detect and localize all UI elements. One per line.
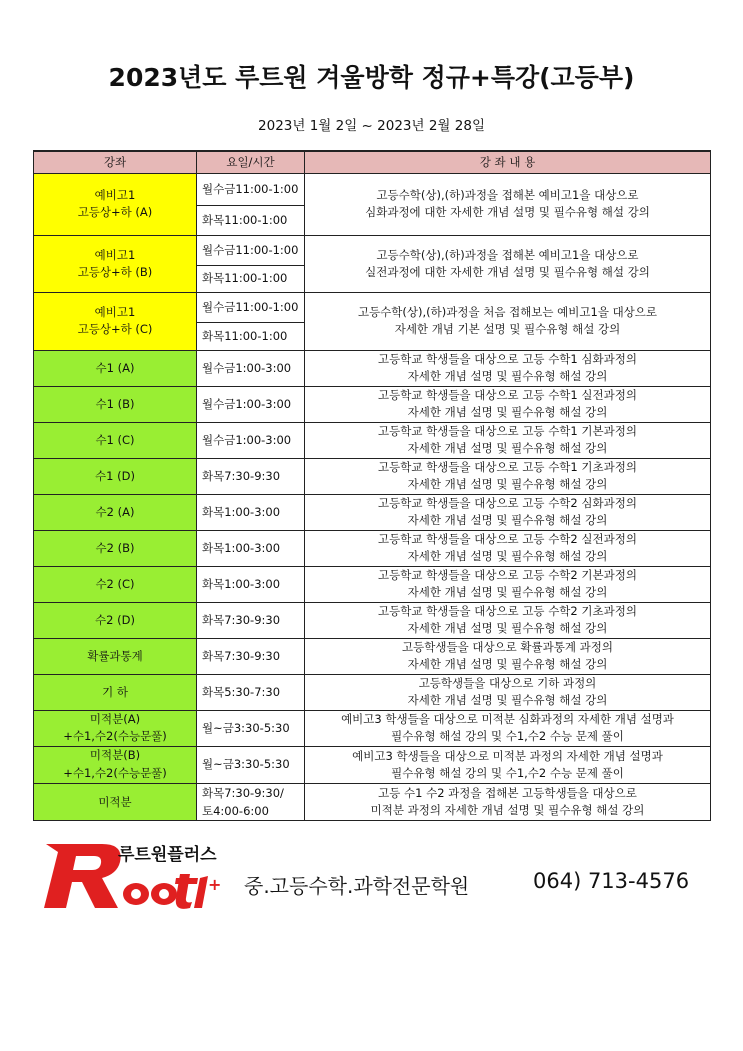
course-name-line: +수1,수2(수능문풀): [63, 729, 167, 743]
course-name-line: 고등상+하 (C): [77, 322, 153, 336]
time-cell: [197, 783, 305, 821]
course-cell: [34, 674, 197, 710]
description-cell: [305, 566, 711, 602]
description-line: 자세한 개념 설명 및 필수유형 해설 강의: [407, 657, 608, 671]
course-name-line: 예비고1: [94, 247, 136, 262]
header-content: 강 좌 내 용: [305, 151, 711, 173]
course-cell: [34, 638, 197, 674]
page-title: 2023년도 루트원 겨울방학 정규+특강(고등부): [108, 63, 635, 92]
description-cell: [305, 494, 711, 530]
description-line: 자세한 개념 설명 및 필수유형 해설 강의: [407, 549, 608, 563]
time-cell: [197, 638, 305, 674]
description-cell: [305, 783, 711, 821]
description-cell: [305, 350, 711, 386]
time-cell: [197, 422, 305, 458]
description-line: 고등학교 학생들을 대상으로 고등 수학2 기본과정의: [378, 568, 637, 583]
description-line: 자세한 개념 설명 및 필수유형 해설 강의: [407, 405, 608, 419]
course-name-line: 고등상+하 (B): [77, 264, 153, 279]
table-row: [34, 746, 711, 783]
description-line: 고등학교 학생들을 대상으로 고등 수학1 실전과정의: [378, 388, 637, 403]
description-line: 자세한 개념 설명 및 필수유형 해설 강의: [407, 441, 608, 455]
description-line: 고등학교 학생들을 대상으로 고등 수학2 심화과정의: [378, 496, 637, 511]
course-cell: [34, 386, 197, 422]
table-row: [34, 458, 711, 494]
time-line: 월수금1:00-3:00: [202, 396, 292, 411]
table-row: [34, 422, 711, 458]
course-cell: [34, 783, 197, 821]
course-cell: [34, 350, 197, 386]
course-cell: [34, 458, 197, 494]
footer: [40, 838, 710, 918]
period-text: 2023년 1월 2일 ~ 2023년 2월 28일: [258, 118, 485, 134]
course-name-line: 고등상+하 (A): [77, 205, 153, 219]
time-line: 월~금3:30-5:30: [202, 720, 290, 735]
table-row: [34, 292, 711, 322]
course-name-line: 수1 (C): [95, 432, 135, 447]
schedule-table: [33, 150, 711, 821]
course-cell: [34, 292, 197, 350]
time-line: 토4:00-6:00: [202, 803, 269, 818]
course-name-line: 예비고1: [94, 305, 136, 320]
description-line: 실전과정에 대한 자세한 개념 설명 및 필수유형 해설 강의: [365, 264, 650, 279]
logo-text: 루트원플러스: [118, 845, 217, 865]
time-cell: [197, 386, 305, 422]
time-cell: [197, 530, 305, 566]
time-line: 화목1:00-3:00: [202, 540, 281, 555]
course-name-line: 수1 (D): [95, 468, 135, 483]
time-cell: [197, 602, 305, 638]
course-name-line: 기 하: [102, 684, 128, 699]
description-line: 고등학생들을 대상으로 확률과통계 과정의: [402, 640, 613, 655]
description-cell: [305, 674, 711, 710]
description-line: 자세한 개념 설명 및 필수유형 해설 강의: [407, 585, 608, 599]
course-name-line: 수2 (D): [95, 612, 135, 627]
description-line: 미적분 과정의 자세한 개념 설명 및 필수유형 해설 강의: [370, 802, 645, 817]
course-cell: [34, 494, 197, 530]
table-row: [34, 235, 711, 265]
header-time: 요일/시간: [197, 151, 305, 173]
table-row: [34, 530, 711, 566]
table-row: [34, 710, 711, 746]
description-cell: [305, 292, 711, 350]
course-name-line: 미적분(A): [89, 711, 141, 726]
description-line: 고등학교 학생들을 대상으로 고등 수학1 기본과정의: [378, 424, 637, 439]
description-line: 필수유형 해설 강의 및 수1,수2 수능 문제 풀이: [391, 729, 624, 743]
svg-text:+: +: [208, 875, 222, 894]
table-row: [34, 566, 711, 602]
description-cell: [305, 638, 711, 674]
course-cell: [34, 422, 197, 458]
time-line: 월~금3:30-5:30: [202, 757, 290, 772]
course-name-line: 수2 (A): [95, 504, 135, 519]
course-cell: [34, 566, 197, 602]
time-cell: 월수금11:00-1:00: [197, 292, 305, 322]
course-name-line: 수1 (B): [95, 396, 135, 411]
time-cell: 화목11:00-1:00: [197, 265, 305, 292]
time-cell: 월수금11:00-1:00: [197, 235, 305, 265]
time-line: 화목7:30-9:30: [202, 648, 281, 663]
time-line: 월수금1:00-3:00: [202, 360, 292, 375]
time-cell: 화목11:00-1:00: [197, 322, 305, 350]
time-line: 월수금1:00-3:00: [202, 432, 292, 447]
time-cell: [197, 746, 305, 783]
course-cell: [34, 746, 197, 783]
course-cell: [34, 235, 197, 292]
table-row: [34, 783, 711, 821]
course-name-line: +수1,수2(수능문풀): [63, 765, 167, 780]
time-line: 화목7:30-9:30: [202, 612, 281, 627]
description-cell: [305, 746, 711, 783]
description-line: 고등학교 학생들을 대상으로 고등 수학2 실전과정의: [378, 532, 637, 547]
table-row: [34, 350, 711, 386]
time-cell: [197, 458, 305, 494]
time-cell: [197, 710, 305, 746]
description-line: 자세한 개념 설명 및 필수유형 해설 강의: [407, 477, 608, 491]
time-cell: [197, 350, 305, 386]
course-name-line: 미적분: [98, 794, 132, 809]
time-line: 화목5:30-7:30: [202, 684, 281, 699]
time-line: 화목1:00-3:00: [202, 504, 281, 519]
table-row: [34, 602, 711, 638]
description-line: 자세한 개념 설명 및 필수유형 해설 강의: [407, 693, 608, 707]
course-name-line: 수1 (A): [95, 360, 135, 375]
description-line: 자세한 개념 설명 및 필수유형 해설 강의: [407, 621, 608, 635]
description-line: 고등학교 학생들을 대상으로 고등 수학1 심화과정의: [378, 352, 637, 367]
course-cell: [34, 530, 197, 566]
description-line: 고등학교 학생들을 대상으로 고등 수학1 기초과정의: [378, 460, 637, 475]
table-row: [34, 674, 711, 710]
table-row: [34, 638, 711, 674]
description-line: 고등수학(상),(하)과정을 접해본 예비고1을 대상으로: [376, 247, 639, 262]
time-cell: [197, 566, 305, 602]
table-header-row: [34, 151, 711, 173]
academy-name: 중.고등수학.과학전문학원: [244, 874, 470, 898]
table-row: [34, 386, 711, 422]
description-line: 자세한 개념 설명 및 필수유형 해설 강의: [407, 513, 608, 527]
description-cell: [305, 602, 711, 638]
course-name-line: 미적분(B): [89, 748, 141, 763]
description-line: 고등학생들을 대상으로 기하 과정의: [418, 676, 597, 691]
description-cell: [305, 422, 711, 458]
description-line: 고등수학(상),(하)과정을 접해본 예비고1을 대상으로: [376, 188, 639, 203]
course-cell: [34, 173, 197, 235]
time-line: 화목1:00-3:00: [202, 576, 281, 591]
course-name-line: 예비고1: [94, 188, 136, 203]
table-row: [34, 173, 711, 205]
time-cell: 화목11:00-1:00: [197, 205, 305, 235]
description-cell: [305, 458, 711, 494]
time-cell: [197, 674, 305, 710]
time-cell: 월수금11:00-1:00: [197, 173, 305, 205]
description-line: 고등 수1 수2 과정을 접해본 고등학생들을 대상으로: [378, 786, 637, 801]
course-name-line: 확률과통계: [87, 648, 143, 663]
description-line: 고등수학(상),(하)과정을 처음 접해보는 예비고1을 대상으로: [357, 305, 658, 320]
time-line: 화목7:30-9:30: [202, 468, 281, 483]
description-cell: [305, 235, 711, 292]
description-line: 자세한 개념 설명 및 필수유형 해설 강의: [407, 369, 608, 383]
description-line: 예비고3 학생들을 대상으로 미적분 과정의 자세한 개념 설명과: [352, 748, 663, 763]
description-line: 예비고3 학생들을 대상으로 미적분 심화과정의 자세한 개념 설명과: [341, 712, 674, 727]
description-cell: [305, 173, 711, 235]
time-line: 화목7:30-9:30/: [202, 785, 284, 800]
header-course: 강좌: [34, 151, 197, 173]
phone-number: 064) 713-4576: [533, 869, 690, 893]
description-cell: [305, 530, 711, 566]
course-cell: [34, 602, 197, 638]
description-cell: [305, 386, 711, 422]
description-cell: [305, 710, 711, 746]
description-line: 심화과정에 대한 자세한 개념 설명 및 필수유형 해설 강의: [365, 205, 650, 219]
description-line: 자세한 개념 기본 설명 및 필수유형 해설 강의: [394, 322, 621, 336]
table-row: [34, 494, 711, 530]
course-name-line: 수2 (B): [95, 540, 135, 555]
description-line: 고등학교 학생들을 대상으로 고등 수학2 기초과정의: [378, 604, 637, 619]
time-cell: [197, 494, 305, 530]
course-cell: [34, 710, 197, 746]
description-line: 필수유형 해설 강의 및 수1,수2 수능 문제 풀이: [391, 765, 624, 780]
course-name-line: 수2 (C): [95, 576, 135, 591]
